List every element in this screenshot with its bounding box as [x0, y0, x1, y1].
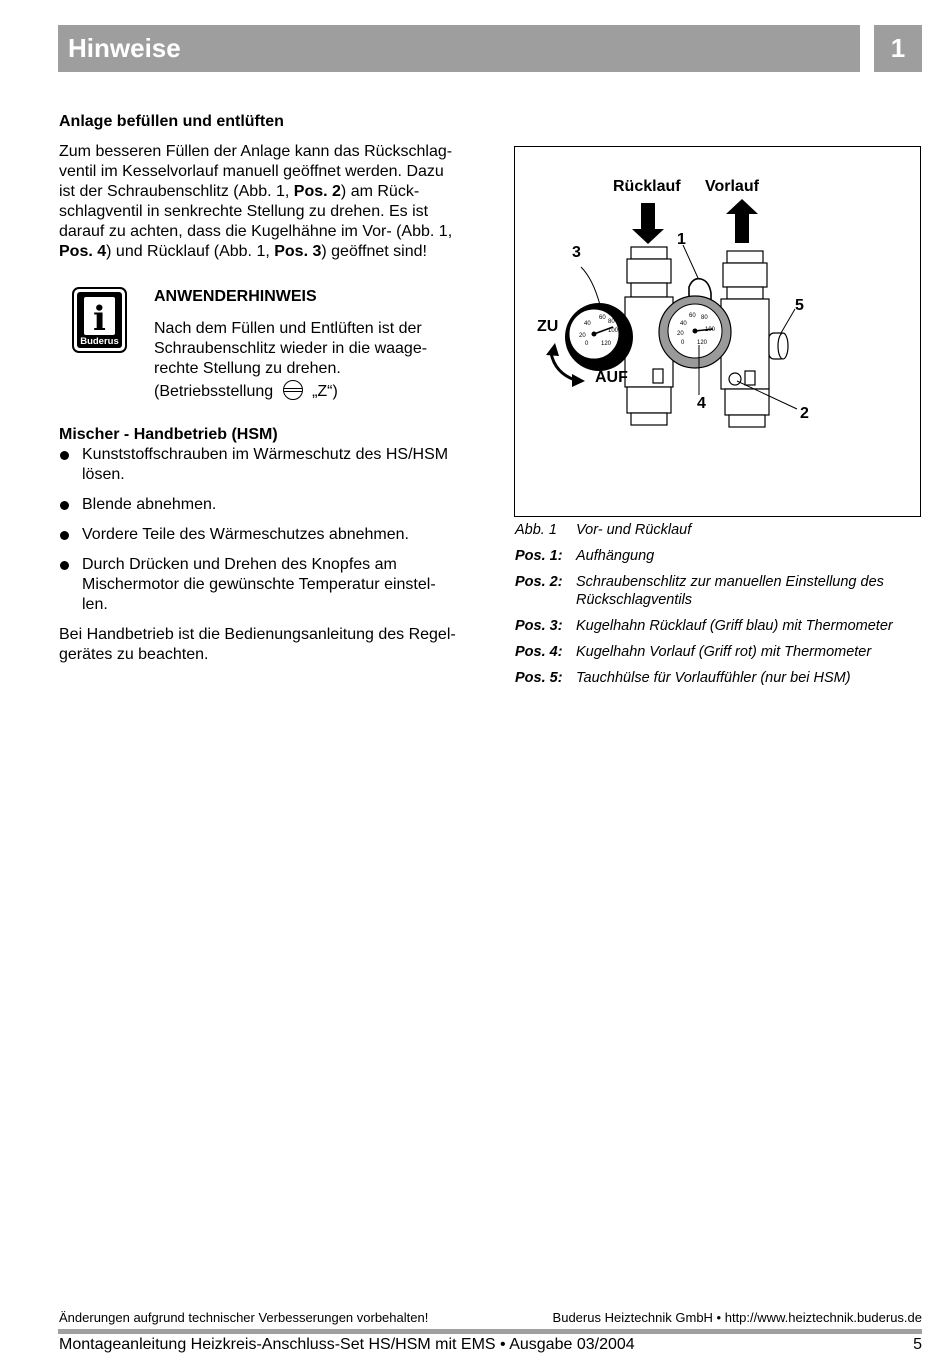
svg-text:80: 80 [608, 319, 615, 325]
list-item: Kunststoffschrauben im Wärmeschutz des HS/HSM lösen. [59, 445, 474, 485]
info-icon [72, 287, 127, 353]
body-line: Pos. 4) und Rücklauf (Abb. 1, Pos. 3) geöffnet sind! [59, 243, 427, 260]
caption-row: Pos. 5: Tauchhülse für Vorlauffühler (nur bei HSM) [515, 670, 851, 686]
callout-1: 1 [677, 231, 686, 248]
label-vorlauf: Vorlauf [705, 178, 759, 195]
caption-row: Pos. 2: Schraubenschlitz zur manuellen Einstellung des Rückschlagventils [515, 574, 884, 608]
caption-row: Abb. 1 Vor- und Rücklauf [515, 522, 692, 538]
arrow-up-icon [726, 199, 758, 243]
callout-4: 4 [697, 395, 706, 412]
bullet-icon [60, 501, 69, 510]
notice-line: (Betriebsstellung „Z“) [154, 379, 474, 402]
notice-body [154, 319, 474, 402]
svg-text:80: 80 [701, 315, 708, 321]
section-mixer-manual [59, 425, 474, 665]
footer-document-title: Montageanleitung Heizkreis-Anschluss-Set HS/HSM mit EMS • Ausgabe 03/2004 [59, 1336, 635, 1353]
caption-row: Pos. 4: Kugelhahn Vorlauf (Griff rot) mit Thermometer [515, 644, 872, 660]
arrow-down-icon [632, 203, 664, 244]
bullet-icon [60, 451, 69, 460]
figure-captions [515, 521, 925, 695]
user-notice [72, 287, 474, 407]
bullet-icon [60, 531, 69, 540]
svg-text:120: 120 [697, 340, 708, 346]
notice-line: rechte Stellung zu drehen. [154, 360, 341, 377]
footer-note: Änderungen aufgrund technischer Verbesserungen vorbehalten! [59, 1310, 429, 1325]
svg-text:100: 100 [705, 327, 716, 333]
label-zu: ZU [537, 318, 559, 335]
page-title: Hinweise [68, 33, 181, 63]
caption-row: Pos. 3: Kugelhahn Rücklauf (Griff blau) mit Thermometer [515, 618, 893, 634]
buderus-logo-text: Buderus [80, 336, 119, 347]
callout-3: 3 [572, 244, 581, 261]
label-ruecklauf: Rücklauf [613, 178, 681, 195]
list-item: Durch Drücken und Drehen des Knopfes am Mischermotor die gewünschte Temperatur einstel- len. [59, 555, 474, 615]
list-item: Vordere Teile des Wärmeschutzes abnehmen. [59, 525, 474, 545]
section-fill-vent-body [59, 142, 474, 262]
svg-text:60: 60 [689, 313, 696, 319]
section-heading-fill-vent: Anlage befüllen und entlüften [59, 113, 284, 130]
body-line: ventil im Kesselvorlauf manuell geöffnet werden. Dazu [59, 163, 444, 180]
caption-row: Pos. 1: Aufhängung [515, 548, 655, 564]
svg-text:120: 120 [601, 341, 612, 347]
chapter-number: 1 [890, 33, 906, 63]
screw-slot-horizontal-icon [282, 379, 304, 401]
body-line: ist der Schraubenschlitz (Abb. 1, Pos. 2) am Rück- [59, 183, 420, 200]
notice-text [154, 287, 474, 402]
notice-title: ANWENDERHINWEIS [154, 288, 317, 305]
section-heading-mixer: Mischer - Handbetrieb (HSM) [59, 426, 278, 443]
callout-2: 2 [800, 405, 809, 422]
svg-text:0: 0 [585, 341, 589, 347]
svg-text:20: 20 [579, 333, 586, 339]
body-line: darauf zu achten, dass die Kugelhähne im Vor- (Abb. 1, [59, 223, 453, 240]
notice-line: Nach dem Füllen und Entlüften ist der [154, 320, 422, 337]
svg-text:20: 20 [677, 331, 684, 337]
notice-line: Schraubenschlitz wieder in die waage- [154, 340, 428, 357]
bullet-list [59, 445, 474, 615]
header-bar [58, 25, 860, 72]
body-line: Zum besseren Füllen der Anlage kann das Rückschlag- [59, 143, 453, 160]
svg-text:100: 100 [608, 328, 619, 334]
gauge-right [659, 296, 731, 368]
svg-text:60: 60 [599, 315, 606, 321]
bullet-icon [60, 561, 69, 570]
footer-company: Buderus Heiztechnik GmbH • http://www.heiztechnik.buderus.de [552, 1310, 922, 1325]
footer-divider [58, 1329, 922, 1334]
info-glyph: i [93, 299, 106, 339]
list-item: Blende abnehmen. [59, 495, 474, 515]
page-number: 5 [913, 1336, 922, 1353]
label-auf: AUF [595, 369, 628, 386]
gauge-left [565, 303, 633, 371]
chapter-box [874, 25, 922, 72]
svg-text:0: 0 [681, 340, 685, 346]
section-fill-vent [59, 112, 474, 262]
svg-text:40: 40 [584, 321, 591, 327]
valve-diagram [515, 147, 920, 516]
svg-text:40: 40 [680, 321, 687, 327]
callout-5: 5 [795, 297, 804, 314]
closing-paragraph: Bei Handbetrieb ist die Bedienungsanleitung des Regel- gerätes zu beachten. [59, 626, 456, 663]
body-line: schlagventil in senkrechte Stellung zu drehen. Es ist [59, 203, 429, 220]
figure-frame [514, 146, 921, 517]
